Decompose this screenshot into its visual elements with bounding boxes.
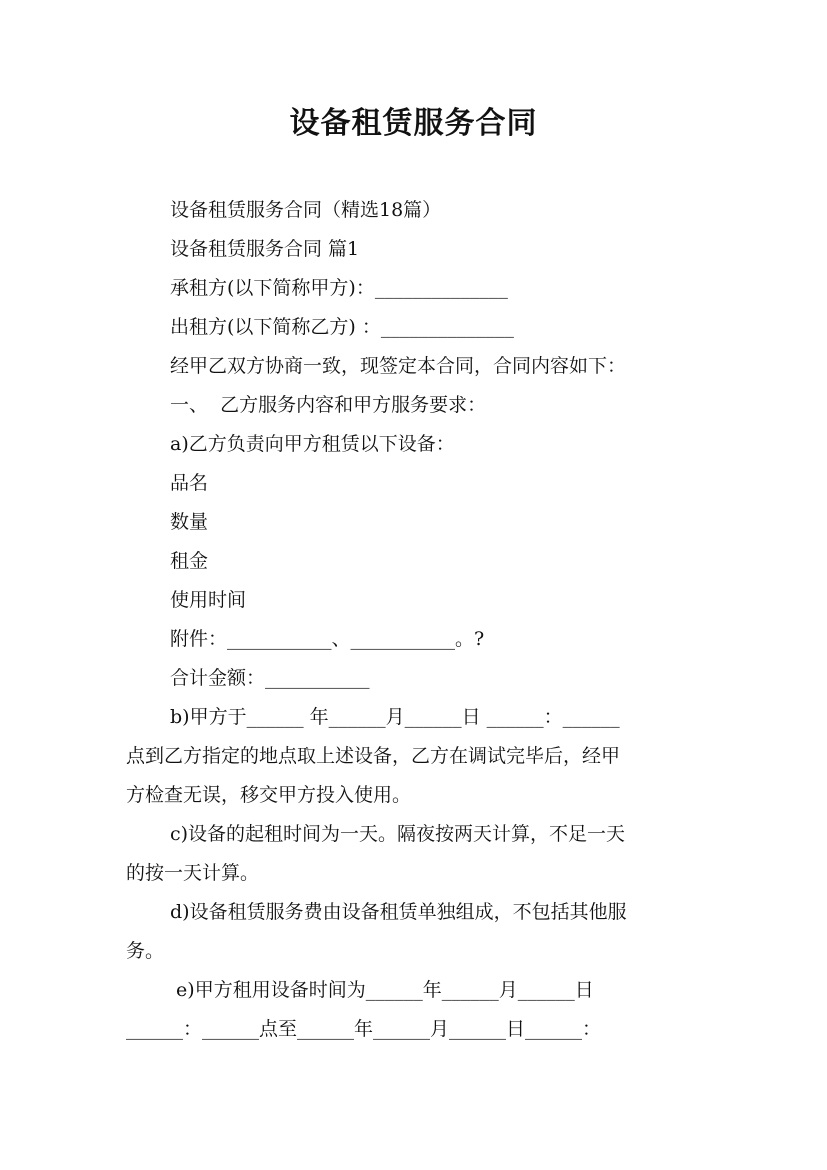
doc-line: ______：______点至______年______月______日______： xyxy=(126,1018,602,1040)
doc-line: 务。 xyxy=(126,940,165,962)
doc-line: 出租方(以下简称乙方) ：______________ xyxy=(170,316,514,338)
doc-line: 经甲乙双方协商一致，现签定本合同，合同内容如下： xyxy=(170,355,627,377)
doc-line: 合计金额：___________ xyxy=(170,667,370,689)
doc-line: c)设备的起租时间为一天。隔夜按两天计算，不足一天 xyxy=(170,823,626,845)
doc-line: a)乙方负责向甲方租赁以下设备： xyxy=(170,433,455,455)
doc-line: 设备租赁服务合同（精选18篇） xyxy=(170,199,442,221)
doc-line: e)甲方租用设备时间为______年______月______日 xyxy=(170,979,594,1001)
doc-line: 方检查无误，移交甲方投入使用。 xyxy=(126,784,412,806)
doc-line: 租金 xyxy=(170,550,209,572)
doc-line: d)设备租赁服务费由设备租赁单独组成，不包括其他服 xyxy=(170,901,627,923)
doc-line: 附件：___________、___________。? xyxy=(170,628,485,650)
doc-line: b)甲方于______ 年______月______日 ______：______ xyxy=(170,706,620,728)
doc-line: 一、 乙方服务内容和甲方服务要求： xyxy=(170,394,487,416)
doc-line: 数量 xyxy=(170,511,209,533)
doc-line: 的按一天计算。 xyxy=(126,862,260,884)
doc-line: 设备租赁服务合同 篇1 xyxy=(170,238,360,260)
doc-line: 承租方(以下简称甲方)：______________ xyxy=(170,277,508,299)
document-title: 设备租赁服务合同 xyxy=(289,106,538,141)
doc-line: 品名 xyxy=(170,472,209,494)
doc-line: 使用时间 xyxy=(170,589,247,611)
doc-line: 点到乙方指定的地点取上述设备，乙方在调试完毕后，经甲 xyxy=(126,745,621,767)
